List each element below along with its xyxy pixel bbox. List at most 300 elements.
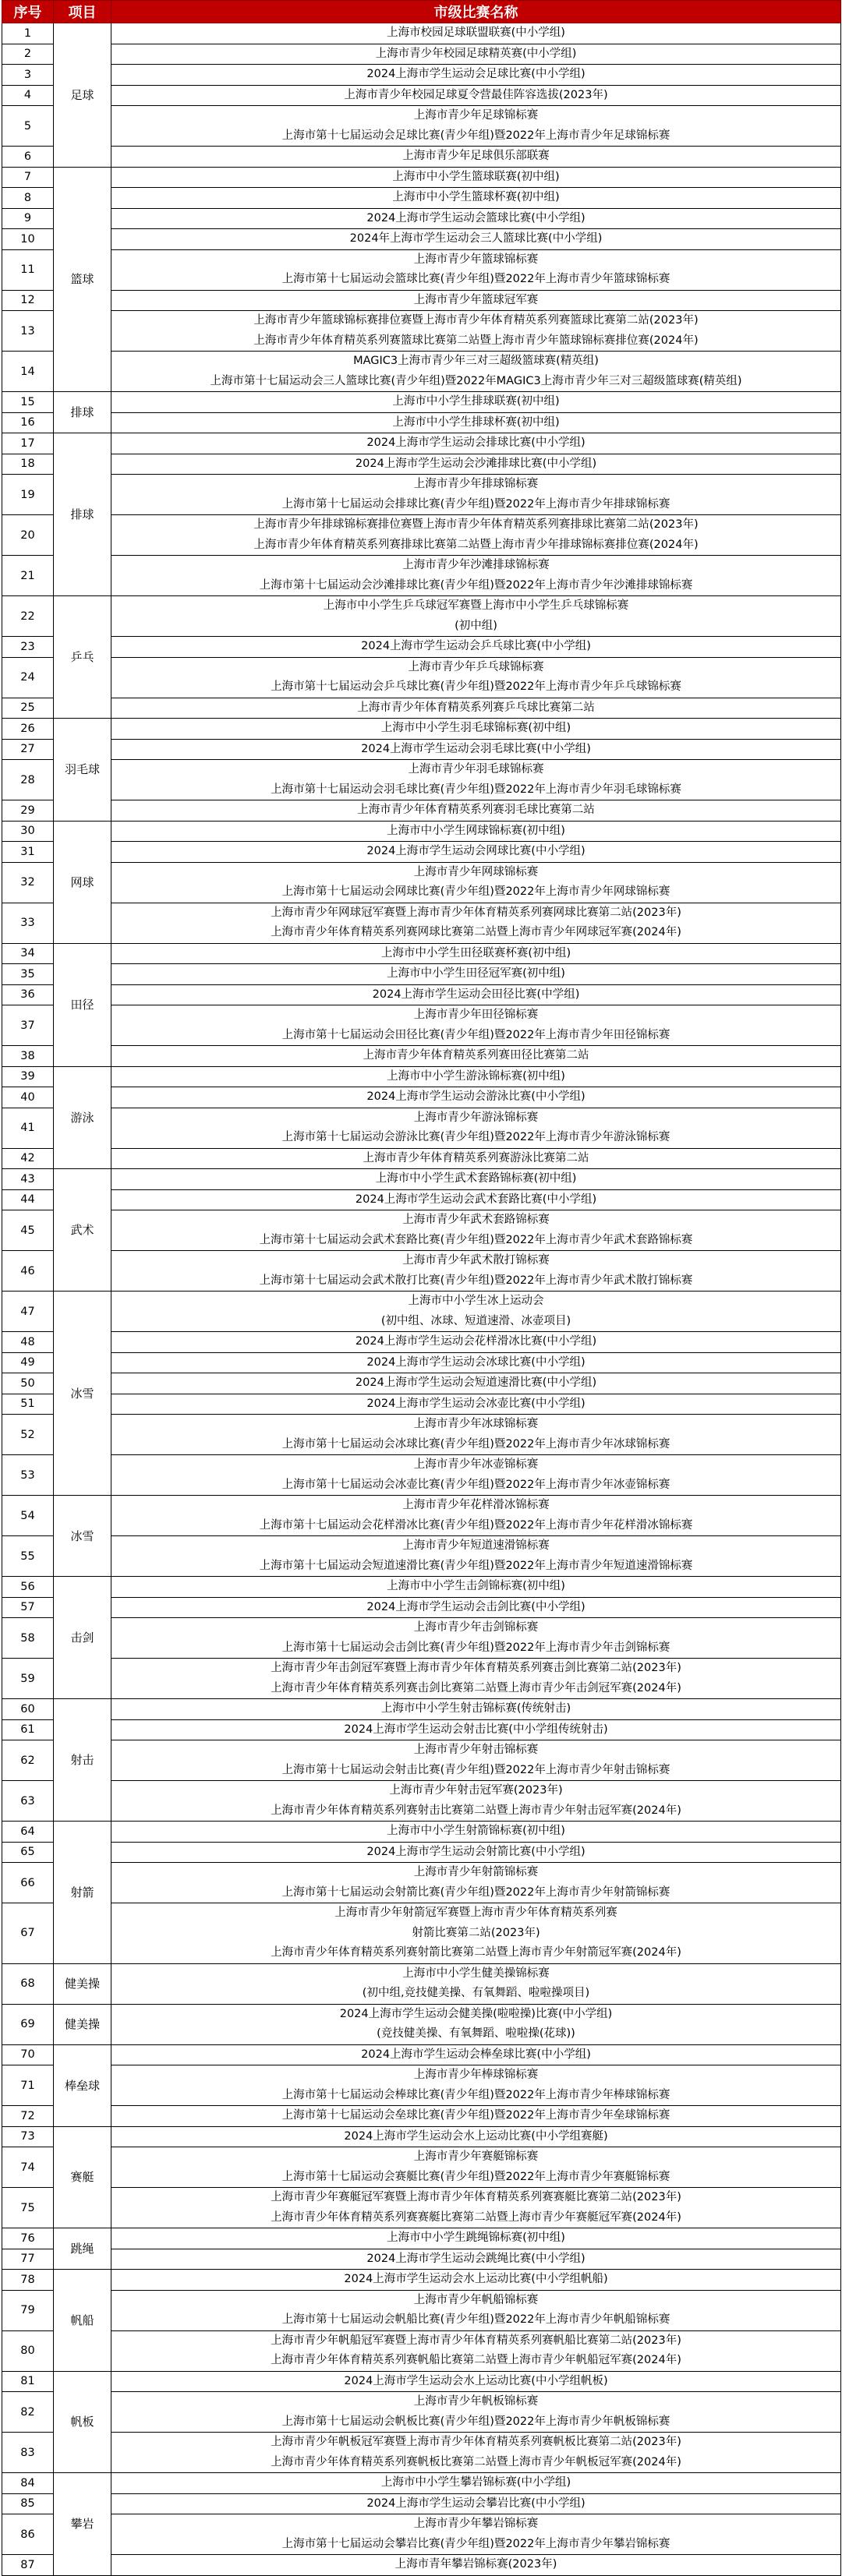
- competition-name-line: 上海市青少年体育精英系列赛田径比赛第二站: [363, 1049, 589, 1062]
- row-number: 82: [2, 2392, 54, 2433]
- table-row: [2, 719, 841, 740]
- competition-name-line: 上海市第十七届运动会垒球比赛(青少年组)暨2022年上海市青少年垒球锦标赛: [281, 2109, 670, 2122]
- competition-name-line: 上海市青少年体育精英系列赛网球比赛第二站暨上海市青少年网球冠军赛(2024年): [271, 926, 681, 938]
- category-cell: 赛艇: [54, 2126, 111, 2228]
- table-row: [2, 943, 841, 964]
- competition-name-line: 2024上海市学生运动会排球比赛(中小学组): [366, 436, 586, 449]
- table-row: [2, 1699, 841, 1720]
- competition-name-line: 2024上海市学生运动会沙滩排球比赛(中小学组): [355, 457, 597, 470]
- table-row: [2, 1781, 841, 1822]
- row-number: 7: [2, 167, 54, 188]
- competition-name-line: 上海市青少年校园足球精英赛(中小学组): [375, 47, 577, 60]
- competition-name-line: 2024上海市学生运动会篮球比赛(中小学组): [366, 211, 586, 224]
- row-number: 47: [2, 1292, 54, 1332]
- category-cell: 冰雪: [54, 1496, 111, 1577]
- competition-name-line: 上海市青少年花样滑冰锦标赛: [402, 1499, 550, 1511]
- table-row: [2, 2493, 841, 2514]
- competition-name-cell: [111, 1659, 841, 1699]
- competition-name-cell: [111, 311, 841, 352]
- competition-name-cell: [111, 65, 841, 86]
- competition-name-cell: [111, 249, 841, 290]
- row-number: 69: [2, 2004, 54, 2044]
- competition-name-cell: [111, 1781, 841, 1822]
- row-number: 1: [2, 23, 54, 44]
- row-number: 27: [2, 739, 54, 760]
- table-row: [2, 1455, 841, 1496]
- competition-name-line: 上海市第十七届运动会足球比赛(青少年组)暨2022年上海市青少年足球锦标赛: [281, 129, 670, 142]
- table-row: [2, 1292, 841, 1332]
- competition-name-line: 上海市青少年游泳锦标赛: [413, 1111, 539, 1124]
- competition-name-cell: [111, 1963, 841, 2004]
- row-number: 25: [2, 698, 54, 719]
- row-number: 10: [2, 229, 54, 250]
- competition-name-line: 2024上海市学生运动会冰壶比赛(中小学组): [366, 1397, 586, 1410]
- row-number: 75: [2, 2188, 54, 2228]
- row-number: 5: [2, 106, 54, 147]
- table-row: [2, 106, 841, 147]
- table-row: [2, 2473, 841, 2494]
- competition-name-cell: [111, 2371, 841, 2392]
- table-row: [2, 698, 841, 719]
- competition-name-line: 2024上海市学生运动会田径比赛(中学组): [372, 988, 580, 1001]
- competition-name-line: 2024上海市学生运动会水上运动比赛(中小学组赛艇): [344, 2129, 608, 2143]
- row-number: 44: [2, 1189, 54, 1210]
- table-row: [2, 1659, 841, 1699]
- row-number: 40: [2, 1087, 54, 1108]
- competition-name-cell: [111, 433, 841, 454]
- competition-name-cell: [111, 352, 841, 392]
- competition-name-cell: [111, 1046, 841, 1067]
- competition-name-line: 上海市青少年乒乓球锦标赛: [408, 660, 544, 673]
- row-number: 32: [2, 862, 54, 903]
- competition-name-line: 上海市第十七届运动会击剑比赛(青少年组)暨2022年上海市青少年击剑锦标赛: [281, 1641, 670, 1654]
- competition-name-cell: [111, 290, 841, 311]
- row-number: 86: [2, 2514, 54, 2555]
- competition-name-cell: [111, 719, 841, 740]
- row-number: 87: [2, 2555, 54, 2576]
- competition-name-cell: [111, 85, 841, 106]
- row-number: 18: [2, 454, 54, 475]
- competition-name-cell: [111, 2065, 841, 2106]
- competition-name-cell: [111, 1740, 841, 1781]
- competition-name-line: MAGIC3上海市青少年三对三超级篮球赛(精英组): [353, 355, 599, 367]
- row-number: 60: [2, 1699, 54, 1720]
- competition-name-cell: [111, 2249, 841, 2270]
- row-number: 36: [2, 984, 54, 1005]
- competition-name-line: 上海市第十七届运动会短道速滑比赛(青少年组)暨2022年上海市青少年短道速滑锦标赛: [259, 1559, 693, 1572]
- competition-name-line: 上海市中小学生网球锦标赛(初中组): [387, 824, 565, 837]
- table-row: [2, 85, 841, 106]
- competition-name-line: 上海市中小学生田径联赛杯赛(初中组): [380, 946, 571, 959]
- table-row: [2, 2126, 841, 2147]
- table-row: [2, 1332, 841, 1353]
- competition-name-cell: [111, 1536, 841, 1577]
- table-row: [2, 1536, 841, 1577]
- competition-name-line: 2024上海市学生运动会花样滑冰比赛(中小学组): [355, 1335, 597, 1348]
- row-number: 50: [2, 1373, 54, 1394]
- row-number: 73: [2, 2126, 54, 2147]
- category-cell: 田径: [54, 943, 111, 1066]
- table-row: [2, 984, 841, 1005]
- competition-name-line: 上海市青少年体育精英系列赛击剑比赛第二站暨上海市青少年击剑冠军赛(2024年): [271, 1681, 681, 1694]
- row-number: 74: [2, 2147, 54, 2188]
- competition-name-cell: [111, 903, 841, 943]
- competition-name-line: 2024上海市学生运动会射击比赛(中小学组传统射击): [344, 1723, 608, 1736]
- category-cell: 足球: [54, 23, 111, 168]
- table-row: [2, 556, 841, 596]
- competition-name-line: 上海市中小学生篮球杯赛(初中组): [392, 191, 560, 203]
- row-number: 76: [2, 2228, 54, 2249]
- header-category: 项目: [54, 1, 111, 23]
- competition-name-line: 2024上海市学生运动会水上运动比赛(中小学组帆板): [344, 2374, 608, 2387]
- competition-name-cell: [111, 1251, 841, 1292]
- competition-name-cell: [111, 454, 841, 475]
- row-number: 57: [2, 1597, 54, 1618]
- row-number: 26: [2, 719, 54, 740]
- competition-name-cell: [111, 2228, 841, 2249]
- competition-name-line: 上海市青少年冰球锦标赛: [413, 1418, 539, 1430]
- table-row: [2, 2004, 841, 2044]
- competition-name-cell: [111, 760, 841, 800]
- table-row: [2, 2290, 841, 2330]
- table-row: [2, 188, 841, 209]
- competition-name-line: 上海市第十七届运动会帆船比赛(青少年组)暨2022年上海市青少年帆船锦标赛: [281, 2313, 670, 2326]
- table-row: [2, 800, 841, 822]
- competition-name-cell: [111, 412, 841, 433]
- table-row: [2, 1963, 841, 2004]
- table-row: [2, 1087, 841, 1108]
- table-row: [2, 1251, 841, 1292]
- competition-name-line: 上海市青少年赛艇冠军赛暨上海市青少年体育精英系列赛赛艇比赛第二站(2023年): [271, 2191, 681, 2203]
- row-number: 55: [2, 1536, 54, 1577]
- competition-name-line: 上海市青少年攀岩锦标赛: [413, 2518, 539, 2530]
- competition-name-cell: [111, 1842, 841, 1863]
- table-row: [2, 1822, 841, 1843]
- table-row: [2, 1719, 841, 1740]
- table-row: [2, 1005, 841, 1046]
- competition-name-line: 上海市青少年校园足球夏令营最佳阵容选拔(2023年): [344, 88, 608, 101]
- competition-name-line: 上海市中小学生篮球联赛(初中组): [392, 170, 560, 183]
- competition-name-line: 上海市青少年帆船冠军赛暨上海市青少年体育精英系列赛帆船比赛第二站(2023年): [271, 2334, 681, 2347]
- row-number: 66: [2, 1863, 54, 1903]
- competition-name-cell: [111, 862, 841, 903]
- competition-name-cell: [111, 842, 841, 863]
- competition-name-cell: [111, 1496, 841, 1536]
- competition-name-line: 上海市青少年篮球锦标赛排位赛暨上海市青少年体育精英系列赛篮球比赛第二站(2023年): [253, 314, 699, 327]
- competition-name-cell: [111, 821, 841, 842]
- table-row: [2, 311, 841, 352]
- competition-name-line: 上海市第十七届运动会武术套路比赛(青少年组)暨2022年上海市青少年武术套路锦标赛: [259, 1233, 693, 1246]
- row-number: 24: [2, 657, 54, 698]
- competition-name-line: 上海市第十七届运动会棒球比赛(青少年组)暨2022年上海市青少年棒球锦标赛: [281, 2088, 670, 2101]
- competition-name-line: 上海市青少年足球俱乐部联赛: [402, 150, 550, 162]
- row-number: 56: [2, 1577, 54, 1598]
- competition-name-line: 上海市青少年篮球锦标赛: [413, 253, 539, 266]
- competition-name-cell: [111, 739, 841, 760]
- table-row: [2, 392, 841, 413]
- competition-name-line: 上海市青少年击剑锦标赛: [413, 1621, 539, 1634]
- competition-name-cell: [111, 2555, 841, 2576]
- row-number: 42: [2, 1148, 54, 1169]
- row-number: 19: [2, 475, 54, 515]
- competition-name-cell: [111, 943, 841, 964]
- competition-name-line: 上海市第十七届运动会冰壶比赛(青少年组)暨2022年上海市青少年冰壶锦标赛: [281, 1478, 670, 1491]
- competition-name-line: 上海市中小学生田径冠军赛(初中组): [387, 967, 565, 980]
- competition-name-line: 上海市青少年帆板锦标赛: [413, 2395, 539, 2408]
- table-row: [2, 352, 841, 392]
- row-number: 37: [2, 1005, 54, 1046]
- competition-name-cell: [111, 1169, 841, 1190]
- competition-name-line: 上海市第十七届运动会花样滑冰比赛(青少年组)暨2022年上海市青少年花样滑冰锦标赛: [259, 1518, 693, 1532]
- competition-name-line: 上海市青少年棒球锦标赛: [413, 2069, 539, 2081]
- row-number: 28: [2, 760, 54, 800]
- competition-name-cell: [111, 2147, 841, 2188]
- header-number: 序号: [2, 1, 54, 23]
- category-cell: 射击: [54, 1699, 111, 1822]
- row-number: 12: [2, 290, 54, 311]
- competition-name-cell: [111, 1210, 841, 1251]
- table-row: [2, 1108, 841, 1148]
- competition-name-line: 上海市青少年排球锦标赛排位赛暨上海市青少年体育精英系列赛排球比赛第二站(2023年): [253, 518, 699, 531]
- competition-name-cell: [111, 1108, 841, 1148]
- competition-name-cell: [111, 188, 841, 209]
- competition-name-line: 2024上海市学生运动会游泳比赛(中小学组): [366, 1090, 586, 1103]
- competition-name-line: 上海市中小学生排球杯赛(初中组): [392, 415, 560, 429]
- table-row: [2, 903, 841, 943]
- competition-name-cell: [111, 208, 841, 229]
- competition-name-line: 上海市青少年射击锦标赛: [413, 1744, 539, 1756]
- competition-name-cell: [111, 2473, 841, 2494]
- row-number: 84: [2, 2473, 54, 2494]
- row-number: 79: [2, 2290, 54, 2330]
- table-row: [2, 475, 841, 515]
- competition-name-line: 上海市青少年射击冠军赛(2023年): [389, 1784, 563, 1797]
- table-row: [2, 2330, 841, 2371]
- table-row: [2, 1577, 841, 1598]
- table-row: [2, 1740, 841, 1781]
- competition-name-cell: [111, 2106, 841, 2127]
- row-number: 6: [2, 147, 54, 168]
- row-number: 43: [2, 1169, 54, 1190]
- row-number: 81: [2, 2371, 54, 2392]
- row-number: 58: [2, 1618, 54, 1659]
- competition-name-cell: [111, 392, 841, 413]
- category-cell: 排球: [54, 433, 111, 596]
- row-number: 15: [2, 392, 54, 413]
- competition-name-line: 上海市中小学生射箭锦标赛(初中组): [387, 1825, 565, 1837]
- row-number: 70: [2, 2044, 54, 2065]
- competition-name-cell: [111, 2004, 841, 2044]
- header-competition-name: 市级比赛名称: [111, 1, 841, 23]
- competition-table: [2, 0, 841, 2576]
- competition-name-line: 上海市青少年体育精英系列赛篮球比赛第二站暨上海市青少年篮球锦标赛排位赛(2024年): [253, 334, 699, 347]
- row-number: 49: [2, 1352, 54, 1373]
- competition-name-line: 上海市青少年帆船锦标赛: [413, 2293, 539, 2306]
- competition-name-cell: [111, 2270, 841, 2291]
- table-row: [2, 2228, 841, 2249]
- table-row: [2, 2065, 841, 2106]
- competition-name-line: 上海市青少年体育精英系列赛排球比赛第二站暨上海市青少年排球锦标赛排位赛(2024年): [253, 538, 699, 551]
- competition-name-line: 上海市青少年射箭冠军赛暨上海市青少年体育精英系列赛: [334, 1906, 617, 1919]
- row-number: 51: [2, 1394, 54, 1415]
- row-number: 22: [2, 596, 54, 637]
- table-row: [2, 433, 841, 454]
- row-number: 9: [2, 208, 54, 229]
- category-cell: 篮球: [54, 167, 111, 392]
- competition-name-line: 2024上海市学生运动会棒垒球比赛(中小学组): [361, 2048, 591, 2061]
- table-row: [2, 1597, 841, 1618]
- category-cell: 游泳: [54, 1066, 111, 1169]
- competition-name-line: 上海市青少年田径锦标赛: [413, 1009, 539, 1021]
- competition-name-cell: [111, 44, 841, 65]
- competition-name-cell: [111, 2330, 841, 2371]
- competition-name-cell: [111, 2044, 841, 2065]
- table-row: [2, 2270, 841, 2291]
- table-row: [2, 1169, 841, 1190]
- row-number: 71: [2, 2065, 54, 2106]
- competition-name-line: 2024上海市学生运动会水上运动比赛(中小学组帆船): [344, 2273, 608, 2285]
- competition-name-cell: [111, 1863, 841, 1903]
- competition-name-cell: [111, 2392, 841, 2433]
- row-number: 38: [2, 1046, 54, 1067]
- competition-name-cell: [111, 1087, 841, 1108]
- competition-name-cell: [111, 1577, 841, 1598]
- competition-name-cell: [111, 1189, 841, 1210]
- table-row: [2, 167, 841, 188]
- competition-name-line: 2024上海市学生运动会短道速滑比赛(中小学组): [355, 1376, 597, 1389]
- row-number: 53: [2, 1455, 54, 1496]
- competition-name-line: 2024上海市学生运动会乒乓球比赛(中小学组): [361, 640, 591, 652]
- competition-name-cell: [111, 1005, 841, 1046]
- competition-name-cell: [111, 1618, 841, 1659]
- category-cell: 冰雪: [54, 1292, 111, 1496]
- table-row: [2, 2106, 841, 2127]
- row-number: 48: [2, 1332, 54, 1353]
- row-number: 17: [2, 433, 54, 454]
- competition-name-line: 2024上海市学生运动会攀岩比赛(中小学组): [366, 2496, 586, 2510]
- row-number: 31: [2, 842, 54, 863]
- competition-name-cell: [111, 657, 841, 698]
- competition-name-line: 2024上海市学生运动会射箭比赛(中小学组): [366, 1845, 586, 1858]
- row-number: 85: [2, 2493, 54, 2514]
- table-row: [2, 1842, 841, 1863]
- competition-name-line: 上海市青少年武术散打锦标赛: [402, 1254, 550, 1267]
- competition-name-line: 2024上海市学生运动会羽毛球比赛(中小学组): [361, 742, 591, 755]
- table-row: [2, 2433, 841, 2473]
- row-number: 13: [2, 311, 54, 352]
- table-row: [2, 1373, 841, 1394]
- competition-name-line: (竞技健美操、有氧舞蹈、啦啦操(花球)): [377, 2027, 575, 2040]
- competition-name-line: 2024上海市学生运动会健美操(啦啦操)比赛(中小学组): [339, 2007, 613, 2020]
- competition-name-line: 上海市第十七届运动会篮球比赛(青少年组)暨2022年上海市青少年篮球锦标赛: [281, 273, 670, 285]
- competition-name-line: 上海市青少年沙滩排球锦标赛: [402, 559, 550, 571]
- competition-name-cell: [111, 964, 841, 985]
- table-row: [2, 1863, 841, 1903]
- competition-name-line: 上海市中小学生游泳锦标赛(初中组): [387, 1069, 565, 1083]
- competition-name-line: 上海市青少年排球锦标赛: [413, 478, 539, 490]
- competition-name-line: (初中组): [455, 619, 497, 632]
- competition-name-cell: [111, 475, 841, 515]
- competition-name-line: 上海市青少年击剑冠军赛暨上海市青少年体育精英系列赛击剑比赛第二站(2023年): [271, 1662, 681, 1674]
- row-number: 21: [2, 556, 54, 596]
- competition-name-line: 上海市第十七届运动会三人篮球比赛(青少年组)暨2022年MAGIC3上海市青少年三对三超级篮球赛(精英组): [210, 374, 742, 387]
- competition-name-cell: [111, 1148, 841, 1169]
- competition-name-line: 2024上海市学生运动会击剑比赛(中小学组): [366, 1600, 586, 1613]
- table-row: [2, 842, 841, 863]
- category-cell: 健美操: [54, 1963, 111, 2004]
- competition-name-line: 上海市中小学生羽毛球锦标赛(初中组): [380, 722, 571, 734]
- competition-name-line: 上海市第十七届运动会帆板比赛(青少年组)暨2022年上海市青少年帆板锦标赛: [281, 2415, 670, 2428]
- competition-name-line: 上海市青少年体育精英系列赛帆板比赛第二站暨上海市青少年帆板冠军赛(2024年): [271, 2455, 681, 2468]
- competition-name-line: 2024上海市学生运动会网球比赛(中小学组): [366, 845, 586, 857]
- competition-name-line: 上海市中小学生排球联赛(初中组): [392, 395, 560, 408]
- competition-name-line: 上海市青少年体育精英系列赛射箭比赛第二站暨上海市青少年射箭冠军赛(2024年): [271, 1946, 681, 1959]
- row-number: 78: [2, 2270, 54, 2291]
- competition-name-cell: [111, 1394, 841, 1415]
- table-row: [2, 657, 841, 698]
- table-row: [2, 1189, 841, 1210]
- table-row: [2, 964, 841, 985]
- competition-name-line: 上海市第十七届运动会沙滩排球比赛(青少年组)暨2022年上海市青少年沙滩排球锦标赛: [259, 578, 693, 592]
- competition-name-line: 上海市青少年羽毛球锦标赛: [408, 763, 544, 776]
- table-row: [2, 1148, 841, 1169]
- competition-name-cell: [111, 229, 841, 250]
- competition-name-line: 上海市第十七届运动会游泳比赛(青少年组)暨2022年上海市青少年游泳锦标赛: [281, 1131, 670, 1143]
- competition-name-cell: [111, 984, 841, 1005]
- row-number: 4: [2, 85, 54, 106]
- category-cell: 健美操: [54, 2004, 111, 2044]
- competition-name-cell: [111, 147, 841, 168]
- row-number: 62: [2, 1740, 54, 1781]
- competition-name-line: 2024上海市学生运动会武术套路比赛(中小学组): [355, 1193, 597, 1206]
- competition-name-line: 上海市第十七届运动会武术散打比赛(青少年组)暨2022年上海市青少年武术散打锦标赛: [259, 1274, 693, 1287]
- competition-name-line: 上海市青少年帆板冠军赛暨上海市青少年体育精英系列赛帆板比赛第二站(2023年): [271, 2436, 681, 2448]
- category-cell: 棒垒球: [54, 2044, 111, 2126]
- competition-name-line: 上海市中小学生健美操锦标赛: [402, 1966, 550, 1980]
- table-row: [2, 1352, 841, 1373]
- row-number: 33: [2, 903, 54, 943]
- competition-name-line: (初中组、冰球、短道速滑、冰壶项目): [380, 1314, 571, 1327]
- competition-name-cell: [111, 23, 841, 44]
- table-row: [2, 229, 841, 250]
- competition-name-line: 上海市青少年射箭锦标赛: [413, 1866, 539, 1878]
- competition-name-line: 上海市第十七届运动会攀岩比赛(青少年组)暨2022年上海市青少年攀岩锦标赛: [281, 2537, 670, 2550]
- competition-name-cell: [111, 2433, 841, 2473]
- competition-name-cell: [111, 1719, 841, 1740]
- competition-name-line: 上海市第十七届运动会射击比赛(青少年组)暨2022年上海市青少年射击锦标赛: [281, 1763, 670, 1776]
- competition-name-cell: [111, 106, 841, 147]
- competition-name-cell: [111, 1455, 841, 1496]
- competition-name-cell: [111, 1066, 841, 1087]
- competition-name-line: 上海市第十七届运动会羽毛球比赛(青少年组)暨2022年上海市青少年羽毛球锦标赛: [271, 783, 681, 796]
- table-row: [2, 2514, 841, 2555]
- row-number: 80: [2, 2330, 54, 2371]
- competition-name-line: 上海市第十七届运动会田径比赛(青少年组)暨2022年上海市青少年田径锦标赛: [281, 1028, 670, 1041]
- competition-name-cell: [111, 1597, 841, 1618]
- competition-name-line: 上海市青少年短道速滑锦标赛: [402, 1539, 550, 1552]
- row-number: 3: [2, 65, 54, 86]
- competition-name-cell: [111, 1415, 841, 1455]
- table-row: [2, 2371, 841, 2392]
- row-number: 11: [2, 249, 54, 290]
- table-row: [2, 2392, 841, 2433]
- table-row: [2, 412, 841, 433]
- table-row: [2, 2249, 841, 2270]
- competition-name-line: 上海市中小学生乒乓球冠军赛暨上海市中小学生乒乓球锦标赛: [323, 599, 629, 612]
- competition-name-line: 上海市中小学生攀岩锦标赛(中小学组): [380, 2476, 571, 2489]
- competition-name-line: 射箭比赛第二站(2023年): [412, 1926, 540, 1939]
- competition-name-line: 2024上海市学生运动会跳绳比赛(中小学组): [366, 2252, 586, 2265]
